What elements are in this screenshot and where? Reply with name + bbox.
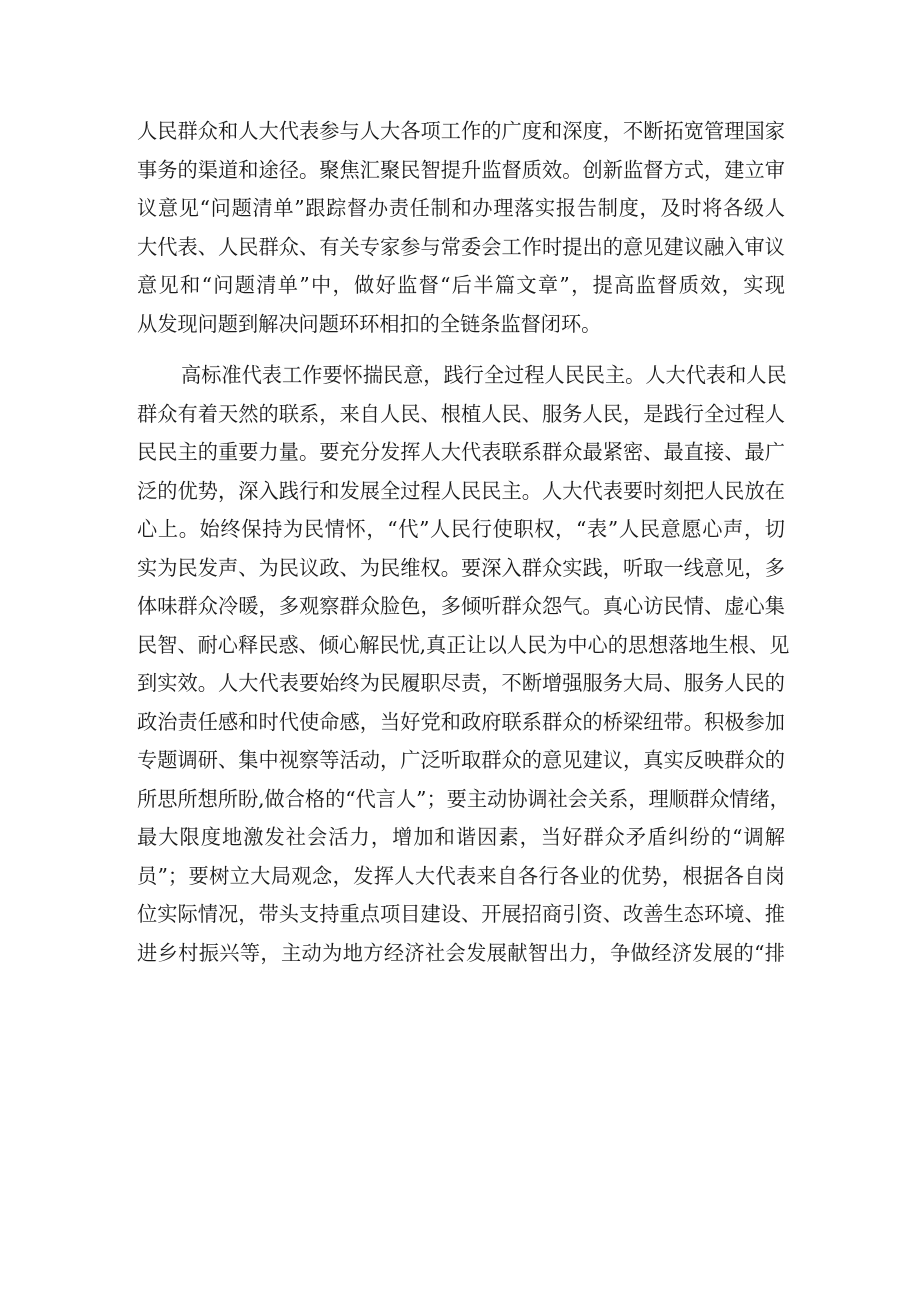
text-line: 所思所想所盼,做合格的“代言人”；要主动协调社会关系，理顺群众情绪， (137, 786, 790, 811)
text-line: 事务的渠道和途径。聚焦汇聚民智提升监督质效。创新监督方式，建立审 (137, 157, 785, 182)
text-line: 政治责任感和时代使命感，当好党和政府联系群众的桥梁纽带。积极参加 (137, 709, 785, 734)
paragraph-1 (137, 112, 785, 343)
text-line: 员”；要树立大局观念，发挥人大代表来自各行各业的优势，根据各自岗 (137, 863, 785, 888)
text-line: 群众有着天然的联系，来自人民、根植人民、服务人民，是践行全过程人 (137, 401, 785, 426)
text-line: 高标准代表工作要怀揣民意，践行全过程人民民主。人大代表和人民 (181, 363, 787, 387)
text-line: 体味群众冷暖，多观察群众脸色，多倾听群众怨气。真心访民情、虚心集 (137, 594, 785, 618)
text-line: 从发现问题到解决问题环环相扣的全链条监督闭环。 (137, 311, 602, 336)
text-line: 意见和“问题清单”中，做好监督“后半篇文章”，提高监督质效，实现 (137, 273, 785, 297)
text-line: 议意见“问题清单”跟踪督办责任制和办理落实报告制度，及时将各级人 (137, 196, 785, 220)
text-line: 专题调研、集中视察等活动，广泛听取群众的意见建议，真实反映群众的 (137, 748, 785, 772)
text-line: 民民主的重要力量。要充分发挥人大代表联系群众最紧密、最直接、最广 (137, 440, 785, 464)
text-line: 民智、耐心释民惑、倾心解民忧,真正让以人民为中心的思想落地生根、见 (137, 632, 790, 657)
text-line: 人民群众和人大代表参与人大各项工作的广度和深度，不断拓宽管理国家 (137, 119, 785, 143)
document-body (137, 112, 790, 972)
paragraph-2 (137, 356, 790, 972)
text-line: 心上。始终保持为民情怀，“代”人民行使职权，“表”人民意愿心声，切 (137, 517, 785, 541)
text-line: 实为民发声、为民议政、为民维权。要深入群众实践，听取一线意见，多 (137, 555, 785, 580)
text-line: 最大限度地激发社会活力，增加和谐因素，当好群众矛盾纠纷的“调解 (137, 825, 785, 849)
text-line: 大代表、人民群众、有关专家参与常委会工作时提出的意见建议融入审议 (137, 234, 785, 259)
text-line: 位实际情况，带头支持重点项目建设、开展招商引资、改善生态环境、推 (137, 902, 785, 926)
text-line: 进乡村振兴等，主动为地方经济社会发展献智出力，争做经济发展的“排 (137, 940, 785, 965)
text-line: 到实效。人大代表要始终为民履职尽责，不断增强服务大局、服务人民的 (137, 671, 785, 695)
text-line: 泛的优势，深入践行和发展全过程人民民主。人大代表要时刻把人民放在 (137, 478, 785, 503)
